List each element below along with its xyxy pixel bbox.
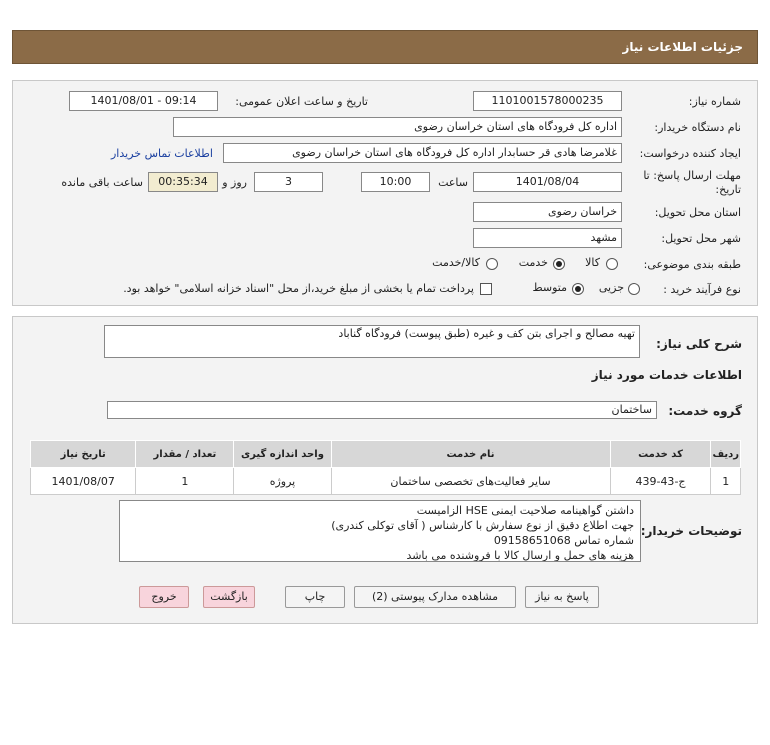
need-number-field[interactable]: 1101001578000235 — [473, 91, 622, 111]
general-description-label: شرح کلی نیاز: — [656, 337, 742, 351]
table-header-row — [31, 441, 741, 468]
need-info-panel — [12, 80, 758, 306]
cell-name: سایر فعالیت‌های تخصصی ساختمان — [331, 468, 610, 495]
notes-line: شماره تماس 09158651068 — [493, 534, 634, 547]
category-goods-service-label: کالا/خدمت — [432, 256, 480, 269]
services-table — [30, 440, 741, 495]
city-label: شهر محل تحویل: — [661, 232, 741, 245]
page-title: جزئیات اطلاعات نیاز — [622, 40, 743, 54]
col-qty-header: تعداد / مقدار — [136, 441, 234, 468]
service-group-field[interactable]: ساختمان — [107, 401, 657, 419]
buyer-contact-link[interactable]: اطلاعات تماس خریدار — [111, 147, 213, 160]
deadline-label: مهلت ارسال پاسخ: تا — [643, 169, 741, 182]
buyer-label: نام دستگاه خریدار: — [654, 121, 741, 134]
announce-field[interactable]: 1401/08/01 - 09:14 — [69, 91, 218, 111]
services-section-title: اطلاعات خدمات مورد نیاز — [591, 368, 742, 382]
category-goods-radio[interactable] — [606, 258, 618, 270]
notes-line: هزینه های حمل و ارسال کالا با فروشنده می باشد — [406, 549, 634, 562]
col-unit-header: واحد اندازه گیری — [234, 441, 331, 468]
deadline-time-label: ساعت — [438, 176, 468, 189]
notes-line: داشتن گواهینامه صلاحیت ایمنی HSE الزامیست — [416, 504, 634, 517]
category-goods-label: کالا — [585, 256, 600, 269]
deadline-time-field[interactable]: 10:00 — [361, 172, 430, 192]
process-medium-label: متوسط — [532, 281, 567, 294]
category-service-label: خدمت — [518, 256, 548, 269]
remaining-label: ساعت باقی مانده — [61, 176, 143, 189]
cell-unit: پروژه — [234, 468, 331, 495]
cell-date: 1401/08/07 — [31, 468, 136, 495]
category-goods-service-radio[interactable] — [486, 258, 498, 270]
cell-code: ج-43-439 — [610, 468, 711, 495]
back-button[interactable]: بازگشت — [203, 586, 255, 608]
creator-field[interactable]: غلامرضا هادی قر حسابدار اداره کل فرودگاه های استان خراسان رضوی — [223, 143, 622, 163]
notes-line: جهت اطلاع دقیق از نوع سفارش با کارشناس ( آقای توکلی کندری) — [331, 519, 634, 532]
province-label: استان محل تحویل: — [654, 206, 741, 219]
cell-qty: 1 — [136, 468, 234, 495]
remaining-time-field: 00:35:34 — [148, 172, 218, 192]
days-label: روز و — [222, 176, 247, 189]
page-header — [12, 30, 758, 64]
cell-row: 1 — [711, 468, 741, 495]
col-name-header: نام خدمت — [331, 441, 610, 468]
process-medium-radio[interactable] — [572, 283, 584, 295]
buyer-notes-field[interactable] — [119, 500, 641, 562]
reply-button[interactable]: پاسخ به نیاز — [525, 586, 599, 608]
col-row-header: ردیف — [711, 441, 741, 468]
print-button[interactable]: چاپ — [285, 586, 345, 608]
table-row[interactable] — [31, 468, 741, 495]
buyer-notes-label: توضیحات خریدار: — [640, 524, 742, 538]
days-field[interactable]: 3 — [254, 172, 323, 192]
buyer-field[interactable]: اداره کل فرودگاه های استان خراسان رضوی — [173, 117, 622, 137]
general-description-field[interactable]: تهیه مصالح و اجرای بتن کف و غیره (طبق پیوست) فرودگاه گناباد — [104, 325, 640, 358]
service-group-label: گروه خدمت: — [668, 404, 742, 418]
deadline-date-field[interactable]: 1401/08/04 — [473, 172, 622, 192]
exit-button[interactable]: خروج — [139, 586, 189, 608]
process-minor-radio[interactable] — [628, 283, 640, 295]
process-minor-label: جزیی — [598, 281, 624, 294]
view-attachments-button[interactable]: مشاهده مدارک پیوستی (2) — [354, 586, 516, 608]
process-label: نوع فرآیند خرید : — [663, 283, 741, 296]
city-field[interactable]: مشهد — [473, 228, 622, 248]
category-service-radio[interactable] — [553, 258, 565, 270]
treasury-payment-note: پرداخت تمام یا بخشی از مبلغ خرید،از محل "اسناد خزانه اسلامی" خواهد بود. — [123, 282, 474, 295]
province-field[interactable]: خراسان رضوی — [473, 202, 622, 222]
col-code-header: کد خدمت — [610, 441, 711, 468]
category-label: طبقه بندی موضوعی: — [643, 258, 741, 271]
creator-label: ایجاد کننده درخواست: — [639, 147, 741, 160]
deadline-label-date: تاریخ: — [715, 183, 741, 196]
need-number-label: شماره نیاز: — [688, 95, 741, 108]
announce-label: تاریخ و ساعت اعلان عمومی: — [235, 95, 368, 108]
col-date-header: تاریخ نیاز — [31, 441, 136, 468]
treasury-payment-checkbox[interactable] — [480, 283, 492, 295]
